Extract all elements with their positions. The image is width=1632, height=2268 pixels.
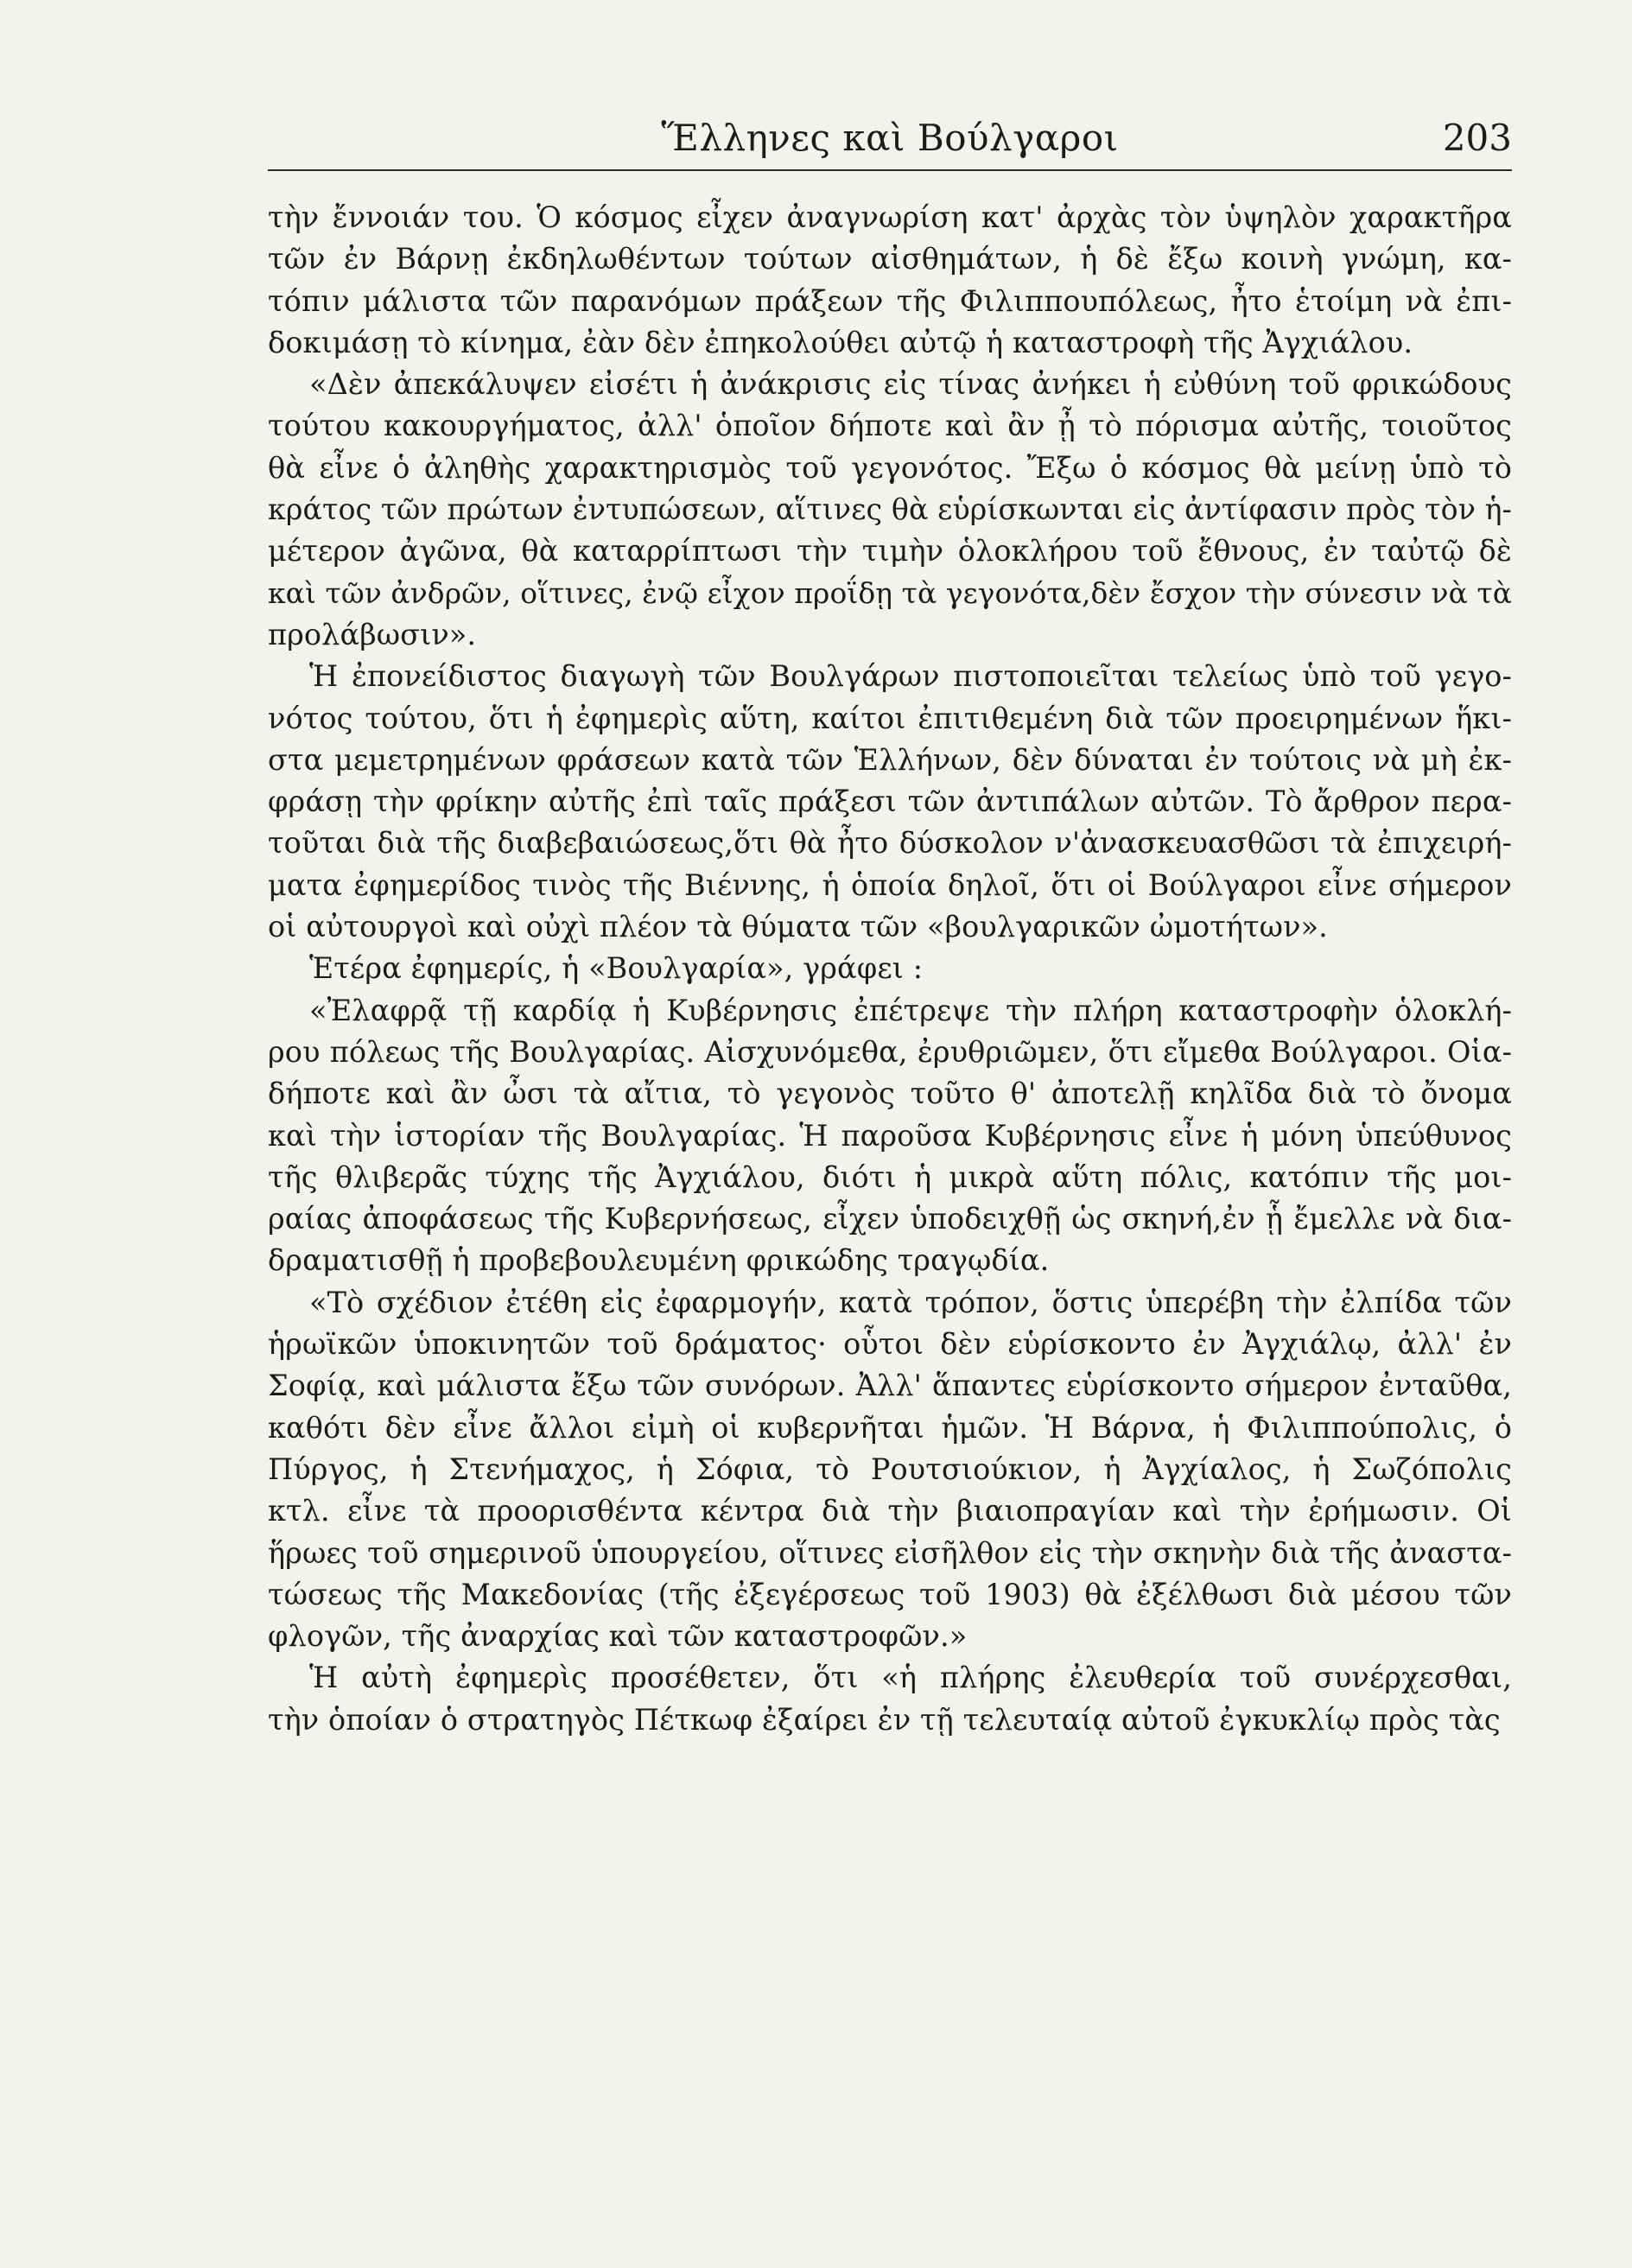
paragraph [268,197,1512,364]
text-line: Πύργος, ἡ Στενήμαχος, ἡ Σόφια, τὸ Ρουτσιούκιον, ἡ Ἀγχίαλος, ἡ Σωζόπολις [268,1452,1512,1486]
text-line: τῶν ἐν Βάρνῃ ἐκδηλωθέντων τούτων αἰσθημάτων, ἡ δὲ ἔξω κοινὴ γνώμη, κα- [268,242,1512,276]
header-rule [268,169,1512,171]
text-line: προλάβωσιν». [268,617,477,651]
paragraph [268,364,1512,656]
text-line: ραίας ἀποφάσεως τῆς Κυβερνήσεως, εἶχεν ὑποδειχθῇ ὡς σκηνή,ἐν ᾗ ἔμελλε νὰ δια- [268,1202,1512,1236]
text-line: θὰ εἶνε ὁ ἀληθὴς χαρακτηρισμὸς τοῦ γεγονότος. Ἔξω ὁ κόσμος θὰ μείνῃ ὑπὸ τὸ [268,450,1512,485]
text-line: κράτος τῶν πρώτων ἐντυπώσεων, αἵτινες θὰ εὑρίσκωνται εἰς ἀντίφασιν πρὸς τὸν ἡ- [268,492,1512,527]
text-line: καὶ τῶν ἀνδρῶν, οἵτινες, ἐνῷ εἶχον προΐδῃ τὰ γεγονότα,δὲν ἔσχον τὴν σύνεσιν νὰ τὰ [268,575,1513,610]
text-line: στα μεμετρημένων φράσεων κατὰ τῶν Ἑλλήνων, δὲν δύναται ἐν τούτοις νὰ μὴ ἐκ- [268,742,1512,777]
text-line: «Ἐλαφρᾷ τῇ καρδίᾳ ἡ Κυβέρνησις ἐπέτρεψε τὴν πλήρη καταστροφὴν ὁλοκλή- [309,993,1512,1027]
text-line: Ἑτέρα ἐφημερίς, ἡ «Βουλγαρία», γράφει : [309,951,924,986]
text-line: οἱ αὐτουργοὶ καὶ οὐχὶ πλέον τὰ θύματα τῶν «βουλγαρικῶν ὠμοτήτων». [268,910,1328,944]
text-line: φράσῃ τὴν φρίκην αὐτῆς ἐπὶ ταῖς πράξεσι τῶν ἀντιπάλων αὐτῶν. Τὸ ἄρθρον περα- [268,785,1512,819]
paragraph [268,1282,1512,1658]
text-line: τώσεως τῆς Μακεδονίας (τῆς ἐξεγέρσεως τοῦ 1903) θὰ ἐξέλθωσι διὰ μέσου τῶν [268,1577,1512,1611]
paragraph [268,990,1512,1282]
body-text [268,197,1512,1741]
page-number: 203 [1442,117,1512,159]
text-line: τούτου κακουργήματος, ἀλλ' ὁποῖον δήποτε καὶ ἂν ᾖ τὸ πόρισμα αὐτῆς, τοιοῦτος [268,409,1512,443]
text-line: ἥρωες τοῦ σημερινοῦ ὑπουργείου, οἵτινες εἰσῆλθον εἰς τὴν σκηνὴν διὰ τῆς ἀναστα- [268,1535,1512,1570]
running-title: Ἕλληνες καὶ Βούλγαροι [661,117,1119,159]
text-line: δραματισθῇ ἡ προβεβουλευμένη φρικώδης τραγῳδία. [268,1243,1050,1278]
text-line: «Δὲν ἀπεκάλυψεν εἰσέτι ἡ ἀνάκρισις εἰς τίνας ἀνήκει ἡ εὐθύνη τοῦ φρικώδους [309,367,1512,402]
text-line: καθότι δὲν εἶνε ἄλλοι εἰμὴ οἱ κυβερνῆται ἡμῶν. Ἡ Βάρνα, ἡ Φιλιππούπολις, ὁ [268,1410,1512,1445]
text-line: Σοφίᾳ, καὶ μάλιστα ἔξω τῶν συνόρων. Ἀλλ' ἅπαντες εὑρίσκοντο σήμερον ἐνταῦθα, [268,1369,1512,1403]
text-line: τῆς θλιβερᾶς τύχης τῆς Ἀγχιάλου, διότι ἡ μικρὰ αὕτη πόλις, κατόπιν τῆς μοι- [268,1159,1512,1194]
text-line: νότος τούτου, ὅτι ἡ ἐφημερὶς αὕτη, καίτοι ἐπιτιθεμένη διὰ τῶν προειρημένων ἥκι- [268,701,1512,735]
paragraph [268,948,1512,989]
text-line: τόπιν μάλιστα τῶν παρανόμων πράξεων τῆς Φιλιππουπόλεως, ἦτο ἑτοίμη νὰ ἐπι- [268,283,1512,318]
text-line: ματα ἐφημερίδος τινὸς τῆς Βιέννης, ἡ ὁποία δηλοῖ, ὅτι οἱ Βούλγαροι εἶνε σήμερον [268,867,1512,902]
text-line: δήποτε καὶ ἂν ὦσι τὰ αἴτια, τὸ γεγονὸς τοῦτο θ' ἀποτελῇ κηλῖδα διὰ τὸ ὄνομα [268,1077,1512,1111]
text-line: φλογῶν, τῆς ἀναρχίας καὶ τῶν καταστροφῶν.» [268,1619,968,1654]
text-line: ρου πόλεως τῆς Βουλγαρίας. Αἰσχυνόμεθα, ἐρυθριῶμεν, ὅτι εἴμεθα Βούλγαροι. Οἱα- [268,1034,1512,1069]
text-line: Ἡ ἐπονείδιστος διαγωγὴ τῶν Βουλγάρων πιστοποιεῖται τελείως ὑπὸ τοῦ γεγο- [309,659,1512,694]
page-header [268,112,1512,173]
text-line: τὴν ὁποίαν ὁ στρατηγὸς Πέτκωφ ἐξαίρει ἐν τῇ τελευταίᾳ αὐτοῦ ἐγκυκλίῳ πρὸς τὰς [268,1702,1501,1737]
text-line: κτλ. εἶνε τὰ προορισθέντα κέντρα διὰ τὴν βιαιοπραγίαν καὶ τὴν ἐρήμωσιν. Οἱ [268,1494,1512,1528]
text-line: Ἡ αὐτὴ ἐφημερὶς προσέθετεν, ὅτι «ἡ πλήρης ἐλευθερία τοῦ συνέρχεσθαι, [309,1661,1512,1695]
paragraph [268,1657,1512,1741]
text-line: τοῦται διὰ τῆς διαβεβαιώσεως,ὅτι θὰ ἦτο δύσκολον ν'ἀνασκευασθῶσι τὰ ἐπιχειρή- [268,826,1512,861]
paragraph [268,656,1512,948]
text-line: τὴν ἔννοιάν του. Ὁ κόσμος εἶχεν ἀναγνωρίση κατ' ἀρχὰς τὸν ὑψηλὸν χαρακτῆρα [268,200,1512,234]
text-line: δοκιμάσῃ τὸ κίνημα, ἐὰν δὲν ἐπηκολούθει αὐτῷ ἡ καταστροφὴ τῆς Ἀγχιάλου. [268,325,1413,359]
text-line: «Τὸ σχέδιον ἐτέθη εἰς ἐφαρμογήν, κατὰ τρόπον, ὅστις ὑπερέβη τὴν ἐλπίδα τῶν [309,1285,1512,1319]
text-line: μέτερον ἀγῶνα, θὰ καταρρίπτωσι τὴν τιμὴν ὁλοκλήρου τοῦ ἔθνους, ἐν ταὐτῷ δὲ [268,534,1512,569]
text-line: καὶ τὴν ἱστορίαν τῆς Βουλγαρίας. Ἡ παροῦσα Κυβέρνησις εἶνε ἡ μόνη ὑπεύθυνος [268,1118,1512,1153]
text-line: ἡρωϊκῶν ὑποκινητῶν τοῦ δράματος· οὗτοι δὲν εὑρίσκοντο ἐν Ἀγχιάλῳ, ἀλλ' ἐν [268,1327,1512,1362]
